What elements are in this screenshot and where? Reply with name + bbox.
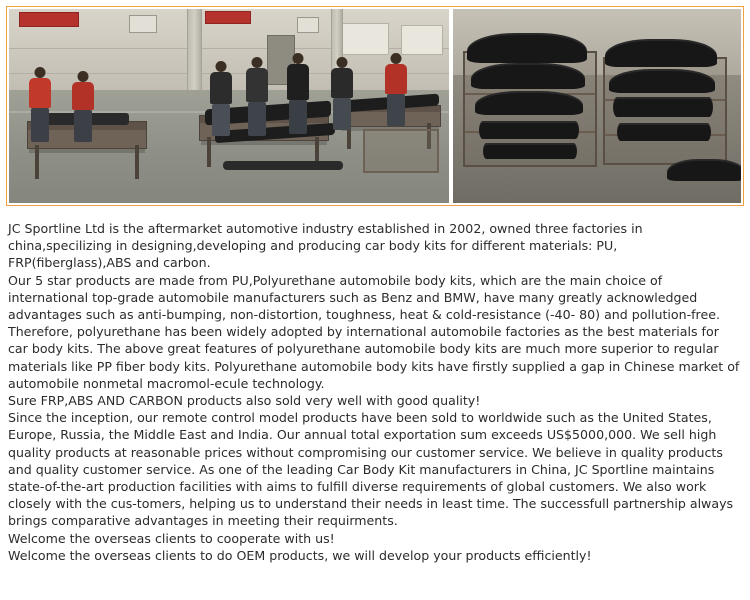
bumper-storage-racks-photo	[453, 9, 741, 203]
bumper-part	[475, 91, 583, 115]
worker-legs	[212, 104, 230, 136]
worker-legs	[248, 102, 266, 136]
wall-banner	[205, 11, 251, 24]
worker	[327, 57, 357, 133]
bumper-part	[609, 69, 715, 93]
parts-trolley	[363, 129, 439, 173]
bumper-part	[605, 39, 717, 67]
worker	[381, 53, 411, 129]
worker	[281, 53, 315, 137]
wall-sign	[129, 15, 157, 33]
worker-head	[337, 57, 348, 68]
worker-torso	[210, 72, 232, 104]
worker-head	[252, 57, 263, 68]
worker-torso	[331, 68, 353, 98]
worker-head	[35, 67, 46, 78]
worker-torso	[246, 68, 268, 102]
bumper-part	[667, 159, 741, 181]
wall-sign	[297, 17, 319, 33]
body-kit-part	[223, 161, 343, 170]
worker-legs	[289, 100, 307, 134]
paragraph-1: JC Sportline Ltd is the aftermarket automotive industry established in 2002, owned three factories in china,specilizing in designing,developing and producing car body kits for different materials: PU, FRP(fiberglass),ABS and carbon.	[8, 221, 643, 271]
bumper-part	[479, 121, 579, 139]
worker-head	[216, 61, 227, 72]
worker-legs	[31, 108, 49, 142]
paragraph-2: Our 5 star products are made from PU,Polyurethane automobile body kits, which are the main choice of international top-grade automobile manufacturers such as Benz and BMW, have many greatly acknowledged advantages such as anti-bumping, non-distortion, toughness, heat & cold-resistance (-40- 80) and pollution-free. Therefore, polyurethane has been widely adopted by international automobile factories as the best materials for car body kits. The above great features of polyurethane automobile body kits are much more superior to regular materials like PP fiber body kits. Polyurethane automobile body kits have firstly supplied a gap in Chinese market of automobile nonmetal macromol-ecule technology.	[8, 272, 740, 391]
paragraph-4: Since the inception, our remote control model products have been sold to worldwide such as the United States, Europe, Russia, the Middle East and India. Our annual total exportation sum exceeds US$5000,000. We sell high quality products at reasonable prices without compromising our customer service. We believe in quality products and quality customer service. As one of the leading Car Body Kit manufacturers in China, JC Sportline maintains state-of-the-art production facilities with aims to fulfill diverse requirements of global customers. We also work closely with the cus-tomers, helping us to understand their needs in least time. The successfull partnership always brings comparative advantages in meeting their requirments.	[8, 410, 734, 529]
worker-head	[391, 53, 402, 64]
workshop-scene	[9, 9, 449, 203]
workshop-pillar	[187, 9, 202, 95]
worker-legs	[333, 98, 351, 130]
paragraph-6: Welcome the overseas clients to do OEM products, we will develop your products efficiently!	[8, 547, 592, 563]
worker-legs	[74, 110, 92, 142]
bumper-part	[471, 63, 585, 89]
worker	[23, 67, 57, 143]
bumper-part	[467, 33, 587, 63]
company-description	[0, 206, 750, 564]
bench-leg	[207, 137, 211, 167]
factory-workshop-photo	[9, 9, 449, 203]
wall-banner	[19, 12, 79, 27]
worker-torso	[72, 82, 94, 110]
bumper-part	[483, 143, 577, 159]
workshop-window	[339, 23, 389, 55]
worker-head	[78, 71, 89, 82]
storage-rack-scene	[453, 9, 741, 203]
worker	[205, 61, 237, 137]
bench-leg	[135, 145, 139, 179]
page-root	[0, 6, 750, 600]
worker	[67, 71, 99, 143]
worker-head	[293, 53, 304, 64]
bumper-part	[617, 123, 711, 141]
worker-torso	[29, 78, 51, 108]
image-banner	[6, 6, 744, 206]
paragraph-5: Welcome the overseas clients to cooperate with us!	[8, 530, 335, 546]
worker-legs	[387, 94, 405, 126]
paragraph-3: Sure FRP,ABS AND CARBON products also sold very well with good quality!	[8, 393, 481, 409]
worker-torso	[385, 64, 407, 94]
worker-torso	[287, 64, 309, 100]
worker	[241, 57, 273, 137]
bench-leg	[35, 145, 39, 179]
workshop-window	[401, 25, 443, 55]
bumper-part	[613, 97, 713, 117]
